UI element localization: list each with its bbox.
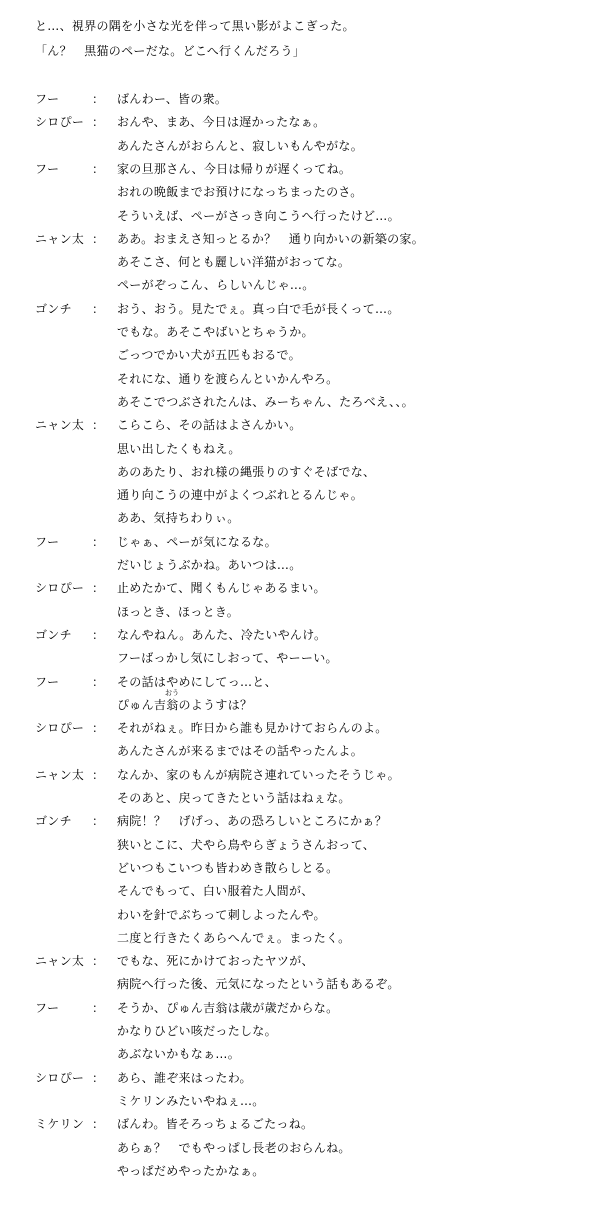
speaker-colon: ： xyxy=(92,92,105,106)
speaker-name: フー xyxy=(35,1001,60,1015)
speaker-colon: ： xyxy=(92,675,105,689)
dialogue-line: あぶないかもなぁ…。 xyxy=(117,1047,241,1061)
speaker-colon: ： xyxy=(92,162,105,176)
dialogue-line: ああ、気持ちわりぃ。 xyxy=(117,511,240,525)
dialogue-line: あんたさんがおらんと、寂しいもんやがな。 xyxy=(117,139,364,153)
dialogue-line: 通り向こうの連中がよくつぶれとるんじゃ。 xyxy=(117,488,364,502)
dialogue-line: おれの晩飯までお預けになっちまったのさ。 xyxy=(117,185,363,199)
speaker-name: シロぴー xyxy=(35,115,85,129)
dialogue-line: あのあたり、おれ様の縄張りのすぐそばでな、 xyxy=(117,465,376,479)
dialogue-line: あら、誰ぞ来はったわ。 xyxy=(117,1071,252,1085)
speaker-colon: ： xyxy=(92,581,105,595)
dialogue-line: ごっつでかい犬が五匹もおるで。 xyxy=(117,348,301,362)
dialogue-line: あんたさんが来るまではその話やったんよ。 xyxy=(117,744,364,758)
dialogue-line: ペーがぞっこん、らしいんじゃ…。 xyxy=(117,278,315,292)
speaker-name: ゴンチ xyxy=(35,302,72,316)
dialogue-line: だいじょうぶかね。あいつは…。 xyxy=(117,558,302,572)
dialogue-line: ミケリンみたいやねぇ…。 xyxy=(117,1094,265,1108)
dialogue-line: でもな、死にかけておったヤツが、 xyxy=(117,954,314,968)
speaker-name: シロぴー xyxy=(35,1071,85,1085)
dialogue-line: フーばっかし気にしおって、やーーい。 xyxy=(117,651,338,665)
dialogue-line: ばんわー、皆の衆。 xyxy=(117,92,228,106)
dialogue-line: ばんわ。皆そろっちょるごたっね。 xyxy=(117,1117,314,1131)
dialogue-line: そのあと、戻ってきたという話はねぇな。 xyxy=(117,791,351,805)
dialogue-line: でもな。あそこやばいとちゃうか。 xyxy=(117,325,314,339)
speaker-colon: ： xyxy=(92,628,105,642)
dialogue-line: こらこら、その話はよさんかい。 xyxy=(117,418,302,432)
speaker-colon: ： xyxy=(92,535,105,549)
dialogue-line: そういえば、ペーがさっき向こうへ行ったけど…。 xyxy=(117,209,400,223)
speaker-name: ニャン太 xyxy=(35,954,85,968)
speaker-name: シロぴー xyxy=(35,721,85,735)
speaker-name: フー xyxy=(35,535,60,549)
speaker-name: フー xyxy=(35,162,60,176)
dialogue-line: 思い出したくもねえ。 xyxy=(117,442,241,456)
speaker-colon: ： xyxy=(92,418,105,432)
dialogue-line: なんか、家のもんが病院さ連れていったそうじゃ。 xyxy=(117,768,400,782)
dialogue-line: 止めたかて、聞くもんじゃあるまい。 xyxy=(117,581,326,595)
speaker-colon: ： xyxy=(92,954,105,968)
speaker-colon: ： xyxy=(92,1071,105,1085)
speaker-name: ニャン太 xyxy=(35,768,85,782)
dialogue-line: 病院！？ げげっ、あの恐ろしいところにかぁ？ xyxy=(117,814,388,828)
dialogue-line: あそこでつぶされたんは、みーちゃん、たろべえ、、。 xyxy=(117,395,414,409)
dialogue-line: そんでもって、白い服着た人間が、 xyxy=(117,884,314,898)
dialogue-line: かなりひどい咳だったしな。 xyxy=(117,1024,277,1038)
dialogue-line: おんや、まあ、今日は遅かったなぁ。 xyxy=(117,115,326,129)
speaker-name: ゴンチ xyxy=(35,628,72,642)
speaker-name: ニャン太 xyxy=(35,418,85,432)
dialogue-line: その話はやめにしてっ…と、 xyxy=(117,675,277,689)
dialogue-line: やっぱだめやったかなぁ。 xyxy=(117,1164,265,1178)
dialogue-line: それにな、通りを渡らんといかんやろ。 xyxy=(117,372,339,386)
dialogue-line: それがねぇ。昨日から誰も見かけておらんのよ。 xyxy=(117,721,388,735)
speaker-colon: ： xyxy=(92,1117,105,1131)
dialogue-line: 病院へ行った後、元気になったという話もあるぞ。 xyxy=(117,977,400,991)
dialogue-line: 家の旦那さん、今日は帰りが遅くってね。 xyxy=(117,162,352,176)
speaker-name: ニャン太 xyxy=(35,232,85,246)
speaker-name: シロぴー xyxy=(35,581,85,595)
dialogue-line: ああ。おまえさ知っとるか？ 通り向かいの新築の家。 xyxy=(117,232,425,246)
dialogue-line: じゃぁ、ペーが気になるな。 xyxy=(117,535,277,549)
dialogue-line: おう、おう。見たでぇ。真っ白で毛が長くって…。 xyxy=(117,302,400,316)
dialogue-line: 狭いとこに、犬やら鳥やらぎょうさんおって、 xyxy=(117,838,376,852)
dialogue-line: ぴゅん吉翁のようすは？ xyxy=(117,698,253,712)
dialogue-line: あらぁ？ でもやっぱし長老のおらんね。 xyxy=(117,1141,351,1155)
dialogue-line: どいつもこいつも皆わめき散らしとる。 xyxy=(117,861,339,875)
dialogue-line: なんやねん。あんた、冷たいやんけ。 xyxy=(117,628,327,642)
speaker-name: フー xyxy=(35,92,60,106)
speaker-name: フー xyxy=(35,675,60,689)
dialogue-line: ほっとき、ほっとき。 xyxy=(117,605,240,619)
speaker-colon: ： xyxy=(92,1001,105,1015)
narration-line-1: と…、視界の隅を小さな光を伴って黒い影がよこぎった。 xyxy=(35,19,355,33)
dialogue-line: そうか、ぴゅん吉翁は歳が歳だからな。 xyxy=(117,1001,339,1015)
narration-line-2: 「ん？ 黒猫のペーだな。どこへ行くんだろう」 xyxy=(35,44,306,58)
dialogue-line: あそこさ、何とも麗しい洋猫がおってな。 xyxy=(117,255,351,269)
furigana-reading: おう xyxy=(165,689,179,697)
speaker-colon: ： xyxy=(92,814,105,828)
speaker-colon: ： xyxy=(92,768,105,782)
speaker-colon: ： xyxy=(92,721,105,735)
dialogue-line: 二度と行きたくあらへんでぇ。まったく。 xyxy=(117,931,351,945)
speaker-colon: ： xyxy=(92,115,105,129)
dialogue-line: わいを針でぶちって刺しよったんや。 xyxy=(117,908,326,922)
speaker-name: ゴンチ xyxy=(35,814,72,828)
speaker-colon: ： xyxy=(92,302,105,316)
speaker-colon: ： xyxy=(92,232,105,246)
speaker-name: ミケリン xyxy=(35,1117,85,1131)
